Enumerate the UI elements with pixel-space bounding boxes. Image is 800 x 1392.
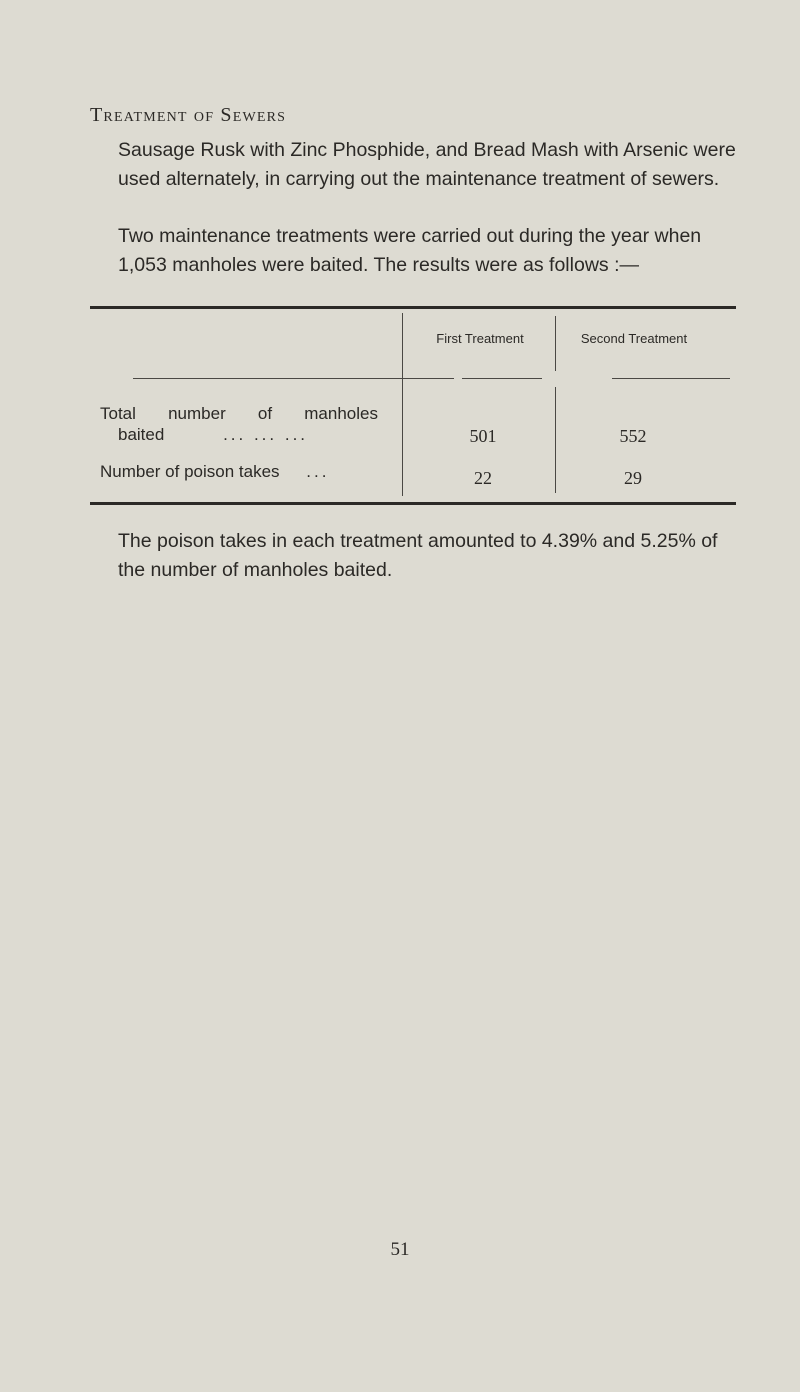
table-top-rule <box>90 306 736 309</box>
paragraph-summary <box>90 527 746 585</box>
paragraph-summary-text: The poison takes in each treatment amounted to 4.39% and 5.25% of the number of manholes baited. <box>118 530 718 581</box>
paragraph-intro <box>90 136 746 194</box>
column-divider-body <box>555 387 556 493</box>
row-label-total-manholes <box>100 403 390 445</box>
column-divider-header <box>555 316 556 371</box>
header-underline-second <box>612 378 730 379</box>
row-label-word: manholes <box>304 404 378 423</box>
column-divider-stub <box>402 313 403 496</box>
column-header-second-treatment: Second Treatment <box>580 331 688 346</box>
paragraph-treatments <box>90 222 746 280</box>
cell-takes-second: 29 <box>624 468 642 488</box>
header-underline-stub <box>133 378 454 379</box>
table-bottom-rule <box>90 502 736 505</box>
row-label-text: Number of poison takes <box>100 462 280 481</box>
page-number: 51 <box>390 1239 410 1260</box>
row-label-poison-takes <box>100 461 329 482</box>
cell-total-first: 501 <box>469 426 497 446</box>
row-label-word: of <box>257 404 273 423</box>
header-underline-first <box>462 378 542 379</box>
row-label-word: baited <box>118 425 165 444</box>
row-label-word: Total <box>100 404 136 423</box>
column-header-first-treatment: First Treatment <box>436 331 524 346</box>
row-label-word: number <box>168 404 226 423</box>
cell-total-second: 552 <box>619 426 647 446</box>
cell-takes-first: 22 <box>474 468 492 488</box>
paragraph-treatments-text: Two maintenance treatments were carried out during the year when 1,053 manholes were baited. The results were as follows :— <box>118 225 702 276</box>
leader-dots: ... ... ... <box>223 425 309 444</box>
leader-dots: ... <box>306 462 330 481</box>
paragraph-intro-text: Sausage Rusk with Zinc Phosphide, and Bread Mash with Arsenic were used alternately, in carrying out the maintenance treatment of sewers. <box>118 139 736 190</box>
section-heading: Treatment of Sewers <box>90 104 287 126</box>
